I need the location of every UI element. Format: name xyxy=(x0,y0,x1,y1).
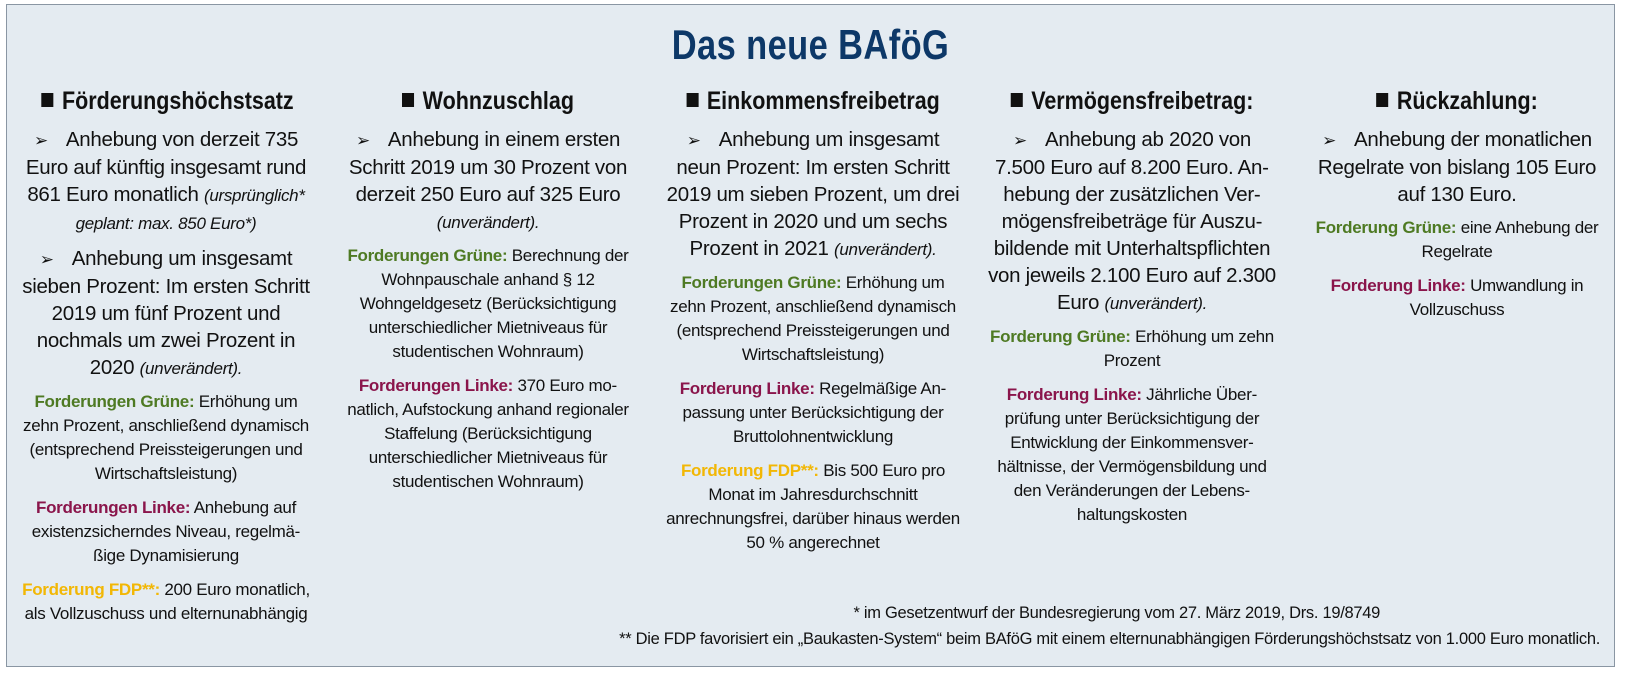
demand-gruene: Forderung Grüne: Erhöhung um zehn Prozent xyxy=(990,327,1274,370)
column-heading: Einkommensfreibetrag xyxy=(684,87,942,116)
square-bullet-icon xyxy=(1376,93,1388,107)
arrow-bullet-icon: ➢ xyxy=(355,131,370,150)
arrow-bullet-icon: ➢ xyxy=(33,131,48,150)
demand-gruene: Forderungen Grüne: Erhöhung um zehn Prozent, anschließend dynamisch (entsprechend Preissteigerungen und Wirtschaftsleistung) xyxy=(23,392,309,483)
demand-linke: Forderung Linke: Jährliche Überprüfung unter Berücksichtigung der Entwicklung der Einkommensverhältnisse, der Vermögensbildung und den Veränderungen der Lebenshaltungskosten xyxy=(997,385,1267,524)
demand-gruene: Forderungen Grüne: Berechnung der Wohnpauschale anhand § 12 Wohngeldgesetz (Berücksichtigung unterschiedlicher Mietniveaus für studentischen Wohnraum) xyxy=(347,246,629,361)
column-heading: Wohnzuschlag xyxy=(363,87,612,116)
bullet-item: ➢ Anhebung um insgesamt sieben Prozent: Im ersten Schritt 2019 um fünf Prozent und nochmals um zwei Prozent in 2020 (unverändert). xyxy=(22,247,310,379)
arrow-bullet-icon: ➢ xyxy=(39,250,54,269)
demand-linke: Forderungen Linke: 370 Euro monatlich, Aufstockung anhand regionaler Staffelung (Berücksichtigung unterschiedlicher Mietniveaus für studentischen Wohnraum) xyxy=(347,376,629,491)
square-bullet-icon xyxy=(41,93,53,107)
bullet-item: ➢ Anhebung ab 2020 von 7.500 Euro auf 8.200 Euro. Anhebung der zusätzlichen Vermögensfreibeträge für Auszubildende mit Unterhaltspflichten von jeweils 2.100 Euro auf 2.300 Euro (unverändert). xyxy=(988,128,1276,314)
footnotes xyxy=(619,600,1600,652)
column-vermoegensfreibetrag xyxy=(987,87,1277,537)
demand-linke: Forderung Linke: Umwandlung in Vollzuschuss xyxy=(1330,276,1584,319)
column-heading: Vermögensfreibetrag: xyxy=(1007,87,1256,116)
arrow-bullet-icon: ➢ xyxy=(686,131,701,150)
column-einkommensfreibetrag xyxy=(663,87,963,565)
square-bullet-icon xyxy=(686,93,698,107)
arrow-bullet-icon: ➢ xyxy=(1013,131,1027,150)
bullet-item: ➢ Anhebung von derzeit 735 Euro auf künftig insgesamt rund 861 Euro monatlich (ursprünglich* geplant: max. 850 Euro*) xyxy=(25,128,307,233)
infobox xyxy=(6,4,1615,667)
column-rueckzahlung xyxy=(1307,87,1607,332)
square-bullet-icon xyxy=(1011,93,1023,107)
bullet-item: ➢ Anhebung in einem ersten Schritt 2019 um 30 Prozent von derzeit 250 Euro auf 325 Euro (unverändert). xyxy=(348,128,628,232)
footnote-one: * im Gesetzentwurf der Bundesregierung vom 27. März 2019, Drs. 19/8749 xyxy=(853,604,1380,622)
column-foerderungshoechstsatz xyxy=(21,87,311,636)
column-heading: Förderungshöchstsatz xyxy=(41,87,290,116)
demand-gruene: Forderungen Grüne: Erhöhung um zehn Prozent, anschließend dynamisch (entsprechend Preissteigerungen und Wirtschaftsleistung) xyxy=(670,273,956,364)
demand-gruene: Forderung Grüne: eine Anhebung der Regelrate xyxy=(1315,218,1599,261)
demand-fdp: Forderung FDP**: 200 Euro monatlich, als Vollzuschuss und elternunabhängig xyxy=(22,580,310,623)
page-title: Das neue BAföG xyxy=(671,21,950,68)
bullet-item: ➢ Anhebung um insgesamt neun Prozent: Im ersten Schritt 2019 um sieben Prozent, um drei Prozent in 2020 und um sechs Prozent in 2021 (unverändert). xyxy=(666,128,960,260)
column-wohnzuschlag xyxy=(343,87,633,504)
bullet-item: ➢ Anhebung der monatlichen Regelrate von bislang 105 Euro auf 130 Euro. xyxy=(1317,128,1597,206)
demand-fdp: Forderung FDP**: Bis 500 Euro pro Monat im Jahresdurchschnitt anrechnungsfrei, darüber hinaus werden 50 % angerechnet xyxy=(666,461,960,552)
footnote-two: ** Die FDP favorisiert ein „Baukasten-System“ beim BAföG mit einem elternunabhängigen Förderungshöchstsatz von 1.000 Euro monatlich. xyxy=(619,630,1600,648)
square-bullet-icon xyxy=(402,93,414,107)
demand-linke: Forderung Linke: Regelmäßige Anpassung unter Berücksichtigung der Bruttolohnentwicklung xyxy=(679,379,947,446)
demand-linke: Forderungen Linke: Anhebung auf existenzsicherndes Niveau, regelmäßige Dynamisierung xyxy=(31,498,301,565)
column-heading: Rückzahlung: xyxy=(1328,87,1586,116)
arrow-bullet-icon: ➢ xyxy=(1322,131,1337,150)
